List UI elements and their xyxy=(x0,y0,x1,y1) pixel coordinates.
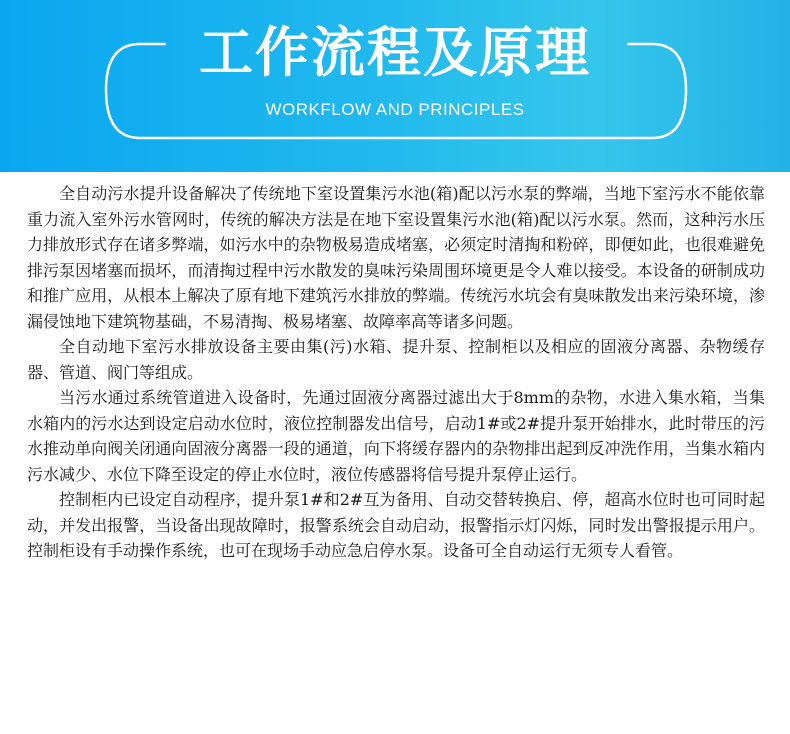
paragraph-components: 全自动地下室污水排放设备主要由集(污)水箱、提升泵、控制柜以及相应的固液分离器、杂物缓存器、管道、阀门等组成。 xyxy=(27,337,765,382)
paragraph-intro: 全自动污水提升设备解决了传统地下室设置集污水池(箱)配以污水泵的弊端，当地下室污水不能依靠重力流入室外污水管网时，传统的解决方法是在地下室设置集污水池(箱)配以污水泵。然而，这种污水压力排放形式存在诸多弊端，如污水中的杂物极易造成堵塞，必须定时清掏和粉碎，即便如此，也很难避免排污泵因堵塞而损坏，而清掏过程中污水散发的臭味污染周围环境更是令人难以接受。本设备的研制成功和推广应用，从根本上解决了原有地下建筑污水排放的弊端。传统污水坑会有臭味散发出来污染环境，渗漏侵蚀地下建筑物基础，不易清掏、极易堵塞、故障率高等诸多问题。 xyxy=(27,184,765,331)
page-subtitle: WORKFLOW AND PRINCIPLES xyxy=(265,100,525,119)
page-title: 工作流程及原理 xyxy=(199,21,591,84)
paragraph-workflow: 当污水通过系统管道进入设备时，先通过固液分离器过滤出大于8mm的杂物，水进入集水箱，当集水箱内的污水达到设定启动水位时，液位控制器发出信号，启动1#或2#提升泵开始排水，此时带压的污水推动单向阀关闭通向固液分离器一段的通道，向下将缓存器内的杂物排出起到反冲洗作用，当集水箱内污水减少、水位下降至设定的停止水位时，液位传感器将信号提升泵停止运行。 xyxy=(27,388,765,484)
body-text xyxy=(27,181,765,564)
header-banner xyxy=(0,0,790,172)
paragraph-control: 控制柜内已设定自动程序，提升泵1#和2#互为备用、自动交替转换启、停，超高水位时也可同时起动，并发出报警，当设备出现故障时，报警系统会自动启动，报警指示灯闪烁，同时发出警报提示用户。控制柜设有手动操作系统，也可在现场手动应急启停水泵。设备可全自动运行无须专人看管。 xyxy=(27,490,765,560)
